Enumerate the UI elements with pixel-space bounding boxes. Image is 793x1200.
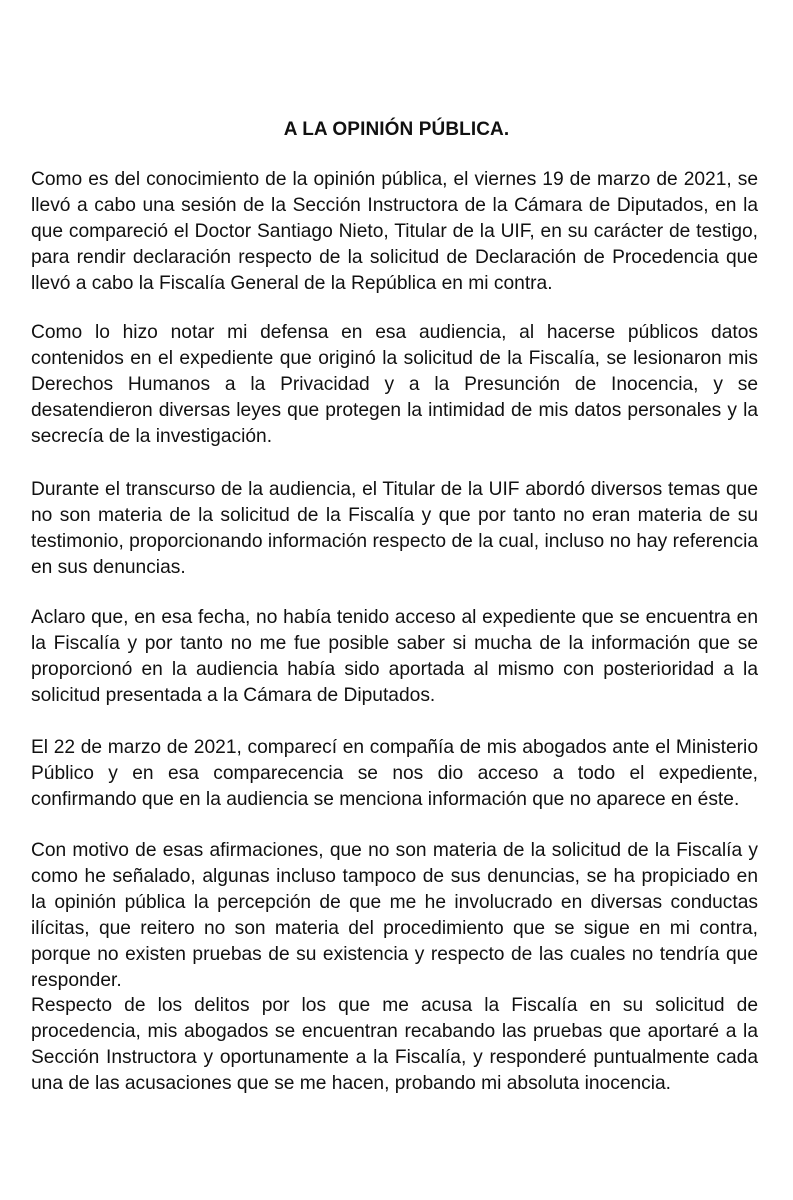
paragraph-6: Con motivo de esas afirmaciones, que no son materia de la solicitud de la Fiscalía y como he señalado, algunas incluso tampoco de sus denuncias, se ha propiciado en la opinión pública la percepción de que me he involucrado en diversas conductas ilícitas, que reitero no son materia del procedimiento que se sigue en mi contra, porque no existen pruebas de su existencia y respecto de las cuales no tendría que responder. xyxy=(31,840,758,991)
document-title: A LA OPINIÓN PÚBLICA. xyxy=(283,119,510,140)
paragraph-5: El 22 de marzo de 2021, comparecí en compañía de mis abogados ante el Ministerio Público y en esa comparecencia se nos dio acceso a todo el expediente, confirmando que en la audiencia se menciona información que no aparece en éste. xyxy=(31,737,758,810)
paragraph-1: Como es del conocimiento de la opinión pública, el viernes 19 de marzo de 2021, se llevó a cabo una sesión de la Sección Instructora de la Cámara de Diputados, en la que compareció el Doctor Santiago Nieto, Titular de la UIF, en su carácter de testigo, para rendir declaración respecto de la solicitud de Declaración de Procedencia que llevó a cabo la Fiscalía General de la República en mi contra. xyxy=(31,169,758,294)
paragraph-3: Durante el transcurso de la audiencia, el Titular de la UIF abordó diversos temas que no son materia de la solicitud de la Fiscalía y que por tanto no eran materia de su testimonio, proporcionando información respecto de la cual, incluso no hay referencia en sus denuncias. xyxy=(31,479,758,578)
paragraph-2: Como lo hizo notar mi defensa en esa audiencia, al hacerse públicos datos contenidos en el expediente que originó la solicitud de la Fiscalía, se lesionaron mis Derechos Humanos a la Privacidad y a la Presunción de Inocencia, y se desatendieron diversas leyes que protegen la intimidad de mis datos personales y la secrecía de la investigación. xyxy=(31,322,758,447)
paragraph-7: Respecto de los delitos por los que me acusa la Fiscalía en su solicitud de procedencia, mis abogados se encuentran recabando las pruebas que aportaré a la Sección Instructora y oportunamente a la Fiscalía, y responderé puntualmente cada una de las acusaciones que se me hacen, probando mi absoluta inocencia. xyxy=(31,995,758,1094)
paragraph-4: Aclaro que, en esa fecha, no había tenido acceso al expediente que se encuentra en la Fiscalía y por tanto no me fue posible saber si mucha de la información que se proporcionó en la audiencia había sido aportada al mismo con posterioridad a la solicitud presentada a la Cámara de Diputados. xyxy=(31,607,758,706)
